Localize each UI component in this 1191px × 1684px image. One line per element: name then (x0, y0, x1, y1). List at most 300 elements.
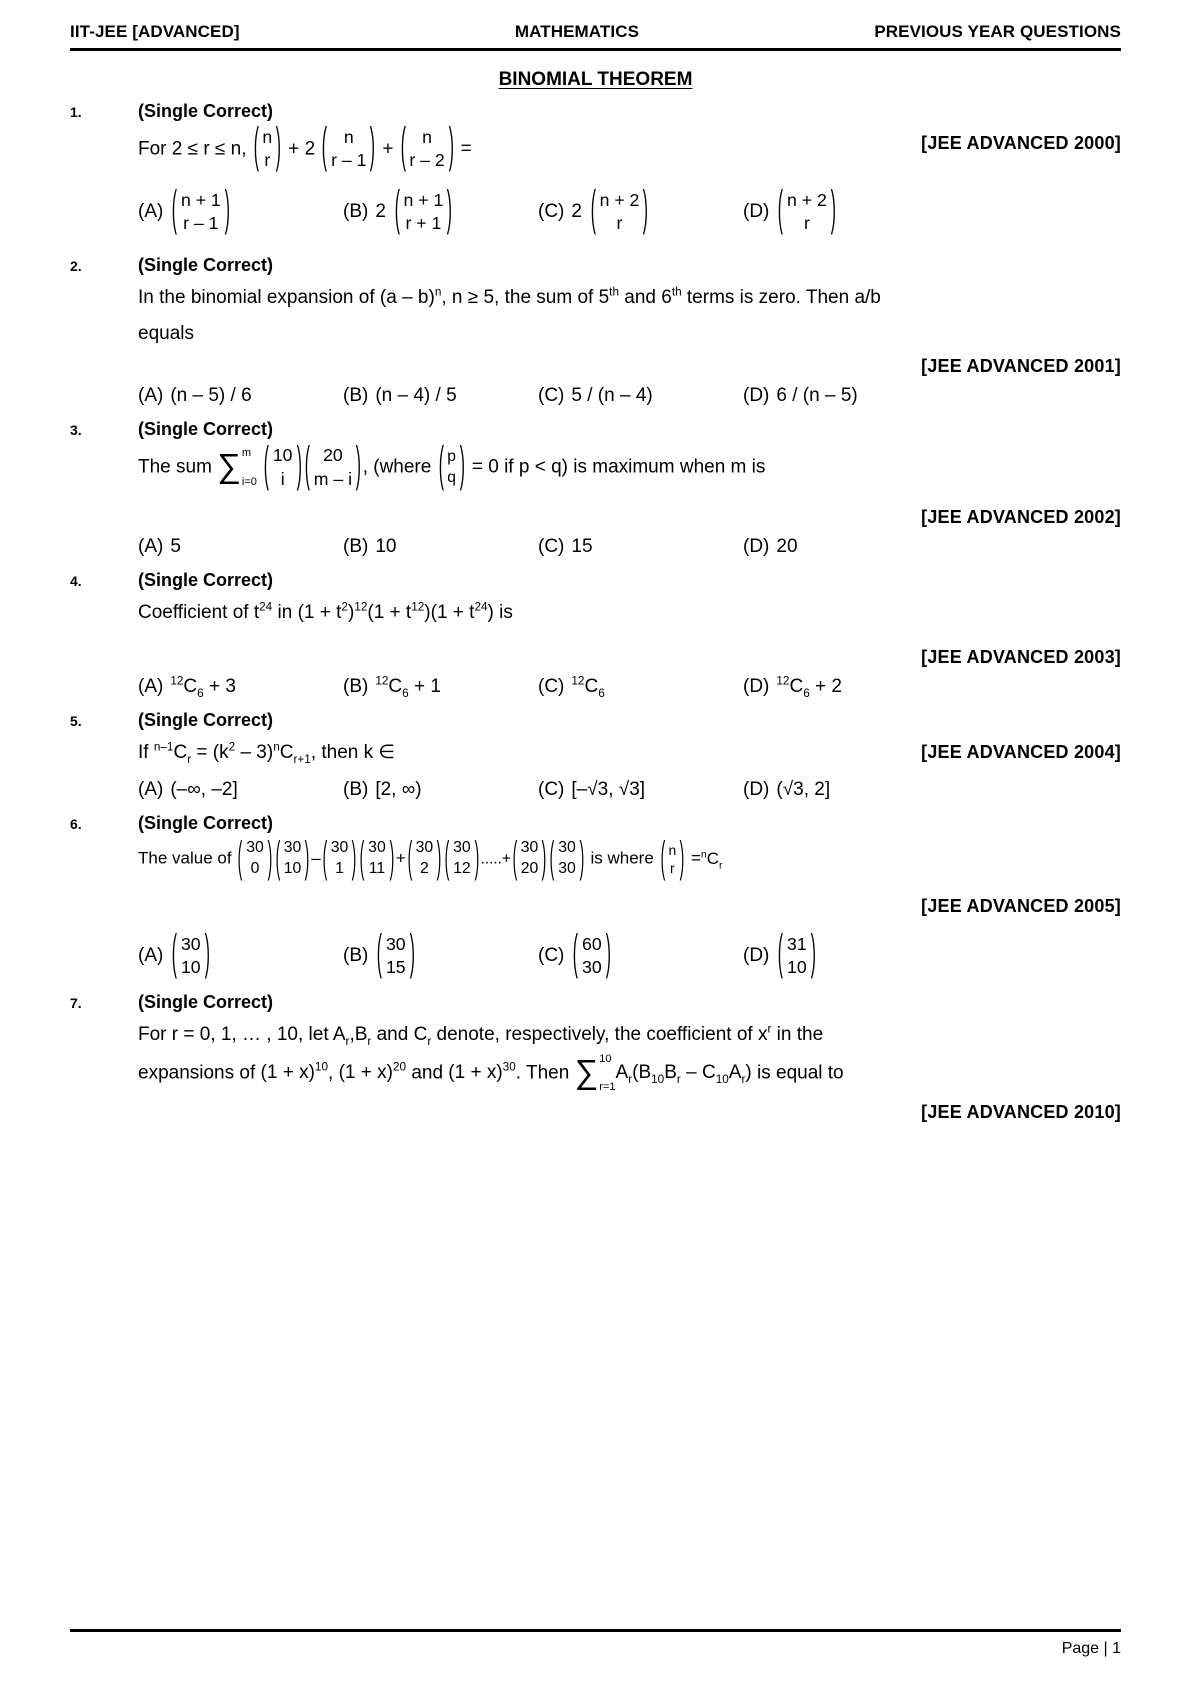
q2-condition: , n ≥ 5, (441, 287, 500, 309)
q2-text-b: the sum of 5 (504, 287, 610, 309)
summand-a: A (615, 1062, 629, 1084)
paren-left: ( (590, 182, 596, 237)
question-2-body (138, 276, 1121, 352)
paren-right: ) (267, 832, 273, 882)
paren-right: ) (605, 926, 611, 981)
expansion-exponent: 10 (314, 1061, 328, 1075)
question-5 (70, 710, 1121, 801)
combination-symbol: C (789, 676, 804, 698)
question-4-head (70, 570, 1121, 591)
option-a-value: (n – 5) / 6 (170, 385, 252, 407)
option-d[interactable] (743, 182, 837, 237)
option-a[interactable] (138, 536, 343, 558)
option-d[interactable] (743, 926, 817, 981)
binom-30-12 (444, 832, 479, 882)
binom-bottom: 10 (787, 957, 807, 978)
question-1-options (138, 182, 1121, 237)
combination-symbol: C (173, 742, 188, 764)
q7-expansion-2 (339, 1062, 406, 1083)
option-c-coefficient: 2 (571, 200, 582, 222)
binom-top: 31 (787, 933, 807, 954)
question-6-number: 6. (70, 816, 82, 833)
q7-coefficients (332, 1023, 372, 1048)
paren-right: ) (679, 832, 685, 882)
question-1 (70, 101, 1121, 235)
binom-n-r-definition (660, 832, 686, 882)
q7-then: . Then (515, 1062, 570, 1084)
q4-f2-exp: 12 (411, 600, 425, 614)
x-exponent: r (767, 1022, 772, 1036)
sum-lower-limit: i=0 (241, 475, 257, 488)
paren-right: ) (204, 926, 210, 981)
option-c-value (571, 676, 604, 698)
question-4-type: (Single Correct) (138, 570, 274, 591)
q5-text-b: , then k ∈ (310, 742, 395, 764)
q4-f1-close: ) (347, 602, 355, 624)
question-2 (70, 255, 1121, 407)
q4-f1-base: (1 + t (297, 602, 342, 624)
question-6-options (138, 926, 1121, 981)
coefficient-c: C (413, 1023, 428, 1045)
paren-right: ) (389, 832, 395, 882)
coefficient-a: A (332, 1023, 346, 1045)
binom-bottom: r (803, 212, 810, 233)
binom-30-30 (549, 832, 585, 882)
question-1-body (138, 119, 1121, 174)
binom-top: n + 1 (180, 189, 221, 210)
option-b-coefficient: 2 (375, 200, 386, 222)
q7-text-c: in the (776, 1023, 824, 1045)
option-a-label: (A) (138, 385, 164, 407)
binom-bottom: r (670, 860, 675, 877)
q2-ordinal-1: th (609, 285, 619, 299)
paren-right: ) (830, 182, 836, 237)
expansion-base: (1 + x) (448, 1062, 503, 1084)
paren-left: ( (253, 119, 259, 174)
option-d-label: (D) (743, 385, 770, 407)
option-d-binom (777, 926, 816, 981)
question-2-options (138, 385, 1121, 407)
binom-20-m-minus-i (304, 438, 362, 493)
paren-left: ( (573, 926, 579, 981)
paren-left: ( (172, 926, 178, 981)
option-a-value: (–∞, –2] (170, 779, 238, 801)
paren-left: ( (660, 832, 665, 882)
binom-top: n + 2 (787, 189, 827, 210)
option-c-value: 5 / (n – 4) (571, 385, 653, 407)
option-a[interactable] (138, 926, 343, 981)
q4-f2-base: (1 + t (367, 602, 412, 624)
q4-f1-exp: 12 (354, 600, 368, 614)
q4-f3-base: (1 + t (430, 602, 475, 624)
combination-upper-index: n (273, 740, 280, 754)
q6-plus-operator: + (395, 848, 406, 868)
question-4-body (138, 591, 1121, 631)
combination-upper-index: 12 (571, 674, 585, 688)
paren-left: ( (549, 832, 555, 882)
q4-f3-close: ) (487, 602, 494, 624)
binom-top: 30 (180, 933, 201, 954)
binom-bottom: 12 (453, 860, 471, 878)
paren-left: ( (263, 438, 270, 493)
option-c-label: (C) (538, 676, 565, 698)
coefficient-b: ,B (349, 1023, 368, 1045)
summand-close: ) (745, 1062, 752, 1084)
option-d-label: (D) (743, 676, 770, 698)
q3-text-c: = 0 if p < q) is maximum when m is (471, 456, 766, 478)
binom-top: n (343, 127, 354, 147)
option-a-label: (A) (138, 200, 164, 222)
question-6-type: (Single Correct) (138, 813, 274, 834)
q7-and-2: and (411, 1062, 444, 1084)
binom-top: p (447, 448, 456, 466)
q7-and-1: and (376, 1023, 409, 1045)
option-d[interactable] (743, 676, 842, 698)
binom-top: 20 (323, 445, 343, 466)
option-c[interactable] (538, 779, 743, 801)
paren-right: ) (296, 438, 302, 493)
q4-factor-1 (298, 602, 368, 623)
plus-operator-1: + (288, 138, 300, 160)
header-section-label: PREVIOUS YEAR QUESTIONS (874, 22, 1121, 41)
q4-f1-inner-exp: 2 (341, 600, 348, 614)
combination-lower-index: 6 (598, 686, 605, 700)
paren-left: ( (778, 926, 784, 981)
question-1-type: (Single Correct) (138, 101, 274, 121)
sigma-icon: ∑ (217, 448, 241, 486)
option-a-binom (171, 182, 230, 237)
question-6-body (138, 834, 1121, 880)
question-1-stem-prefix: For 2 ≤ r ≤ n, (138, 138, 247, 160)
option-b-binom (394, 182, 453, 237)
option-b[interactable] (343, 182, 538, 237)
question-7-head (70, 992, 1121, 1013)
paren-right: ) (541, 832, 547, 882)
q7-coefficient-c (413, 1023, 432, 1048)
binom-top: 30 (246, 839, 264, 857)
question-3 (70, 419, 1121, 558)
q2-expression-exponent: n (434, 285, 442, 299)
binom-30-0 (237, 832, 273, 882)
binom-bottom: 2 (419, 860, 429, 878)
option-d-label: (D) (743, 536, 770, 558)
paren-left: ( (322, 119, 328, 174)
q4-text-b: in (277, 602, 293, 624)
question-5-head (70, 710, 1121, 731)
binom-top: 30 (415, 839, 434, 857)
q5-equals-open: = (k (196, 742, 229, 764)
paren-right: ) (447, 182, 453, 237)
question-1-number: 1. (70, 104, 82, 120)
question-4-options (138, 676, 1121, 698)
q5-rhs (196, 740, 311, 766)
summand-br-sub: r (676, 1073, 681, 1087)
summand-b10-sub: 10 (651, 1073, 665, 1087)
summand-c10: – C (686, 1062, 716, 1084)
q3-text-b: , (where (362, 456, 432, 478)
question-6-head (70, 813, 1121, 834)
binom-top: 30 (558, 839, 576, 857)
option-d-value: 20 (776, 536, 798, 558)
equals-sign: = (460, 138, 472, 160)
binom-bottom: q (447, 468, 456, 486)
paren-left: ( (512, 832, 518, 882)
q5-k-exponent: 2 (228, 740, 236, 754)
binom-bottom: 1 (335, 860, 344, 878)
question-5-source: [JEE ADVANCED 2004] (921, 742, 1121, 763)
plus-operator-2: + (382, 138, 394, 160)
binom-bottom: 30 (582, 957, 602, 978)
sum-upper-limit: m (241, 447, 252, 460)
combination-lower-index: 6 (402, 686, 409, 700)
binom-30-10 (275, 832, 310, 882)
question-5-body (138, 731, 1121, 771)
option-b-value: [2, ∞) (375, 779, 422, 801)
paren-left: ( (377, 926, 383, 981)
binom-bottom: 15 (385, 957, 406, 978)
page-footer (70, 1629, 1121, 1658)
question-7-line-2: expansions of $(1 + x)^{10}$, $(1 + x)^{20}$ and $(1 + x)^{30}$. Then ∑ 10 r=1 $A_r(B_{10}B_r - C_{10}A_r)$ is equal to (138, 1052, 844, 1094)
combination-symbol: C (388, 676, 403, 698)
q4-text-a: Coefficient of (138, 602, 249, 624)
combination-upper-index: 12 (776, 674, 790, 688)
header-subject-label: MATHEMATICS (514, 22, 640, 41)
question-3-head (70, 419, 1121, 440)
question-6-source: [JEE ADVANCED 2005] (921, 895, 1121, 916)
q4-f2-close: ) (424, 602, 431, 624)
paren-right: ) (304, 832, 310, 882)
question-5-type: (Single Correct) (138, 710, 274, 731)
q6-text-a: The value of (138, 848, 232, 868)
option-d-value: (√3, 2] (776, 779, 831, 801)
summand-a-sub: r (628, 1073, 633, 1087)
question-7 (70, 992, 1121, 1123)
option-a-label: (A) (138, 779, 164, 801)
option-b[interactable] (343, 385, 538, 407)
question-3-body (138, 440, 1121, 491)
combination-symbol: C (279, 742, 294, 764)
option-c-binom (590, 182, 649, 237)
binom-bottom: r – 2 (409, 150, 445, 171)
paren-left: ( (400, 119, 406, 174)
combination-lower-index: r (187, 752, 192, 766)
q7-text-d: expansions of (138, 1062, 256, 1084)
sum-upper-limit: 10 (599, 1052, 612, 1065)
binom-bottom: 0 (250, 860, 260, 878)
q6-text-b: is where (590, 848, 654, 868)
paren-right: ) (448, 119, 454, 174)
expansion-base: (1 + x) (338, 1062, 393, 1084)
q2-expression-base: (a – b) (379, 287, 435, 309)
binom-top: 10 (272, 445, 293, 466)
binom-top: 30 (453, 839, 471, 857)
paren-left: ( (237, 832, 243, 882)
summand-ar-sub: r (741, 1073, 746, 1087)
binom-top: n (422, 127, 432, 147)
footer-divider (70, 1629, 1121, 1632)
expansion-exponent: 30 (502, 1061, 516, 1075)
option-a-value: 5 (170, 536, 181, 558)
binom-top: 30 (520, 839, 539, 857)
combination-lower-index: 6 (197, 686, 204, 700)
option-b-label: (B) (343, 536, 369, 558)
q5-lhs (153, 740, 192, 766)
paren-right: ) (355, 438, 361, 493)
option-b[interactable] (343, 536, 538, 558)
question-5-number: 5. (70, 713, 82, 730)
binom-top: 30 (385, 933, 406, 954)
question-2-line-1 (138, 280, 1121, 316)
q7-text-e: is equal to (757, 1062, 844, 1084)
summation-symbol (575, 1053, 616, 1094)
paren-left: ( (304, 438, 311, 493)
option-b-label: (B) (343, 676, 369, 698)
option-c-label: (C) (538, 779, 565, 801)
question-3-options (138, 536, 1121, 558)
paren-right: ) (370, 119, 376, 174)
option-d-label: (D) (743, 945, 770, 967)
sigma-icon: ∑ (574, 1054, 599, 1092)
binom-top: n + 1 (403, 189, 444, 210)
binom-bottom: 20 (520, 860, 539, 878)
q2-text-d: terms is zero. Then a/b (686, 287, 881, 309)
option-c[interactable] (538, 536, 743, 558)
binom-top: 60 (582, 933, 602, 954)
q7-expansion-1 (261, 1062, 328, 1083)
q4-factor-2 (367, 602, 430, 623)
option-a-label: (A) (138, 536, 164, 558)
paren-left: ( (444, 832, 450, 882)
summand-br: B (664, 1062, 677, 1084)
coefficient-c-sub: r (427, 1034, 432, 1048)
question-7-type: (Single Correct) (138, 991, 274, 1012)
binom-top: n (668, 841, 677, 858)
binom-30-20 (512, 832, 547, 882)
question-5-options (138, 779, 1121, 801)
option-d[interactable] (743, 779, 830, 801)
option-d-value: 6 / (n – 5) (776, 385, 858, 407)
binom-top: n + 2 (599, 189, 640, 210)
option-a[interactable] (138, 385, 343, 407)
q2-text-c: and 6 (624, 287, 672, 309)
q7-text-b: denote, respectively, the coefficient of (436, 1023, 753, 1045)
q4-term-exponent: 24 (259, 600, 273, 614)
binom-n-r-minus-2 (400, 119, 455, 174)
option-a[interactable] (138, 779, 343, 801)
sum-lower-limit: r=1 (599, 1081, 616, 1094)
summand-c10-sub: 10 (715, 1073, 729, 1087)
option-b-label: (B) (343, 779, 369, 801)
question-4-number: 4. (70, 573, 82, 590)
paren-left: ( (275, 832, 281, 882)
page-title: BINOMIAL THEOREM (498, 69, 693, 90)
option-d[interactable] (743, 536, 798, 558)
option-b-value (375, 676, 441, 698)
paren-left: ( (438, 438, 444, 493)
combination-upper-index: 12 (170, 674, 184, 688)
question-6 (70, 813, 1121, 979)
binom-bottom: 30 (558, 860, 576, 878)
coefficient-b-sub: r (367, 1034, 372, 1048)
binom-bottom: r + 1 (405, 212, 442, 233)
question-2-head (70, 255, 1121, 276)
binom-bottom: 11 (368, 860, 386, 878)
binom-top: 30 (368, 839, 386, 857)
paren-right: ) (436, 832, 442, 882)
question-1-source: [JEE ADVANCED 2000] (921, 133, 1121, 153)
binom-bottom: r – 1 (183, 212, 219, 233)
option-b-value: 10 (375, 536, 397, 558)
q5-text-a: If (138, 742, 149, 764)
option-c[interactable] (538, 926, 743, 981)
page-number: Page | 1 (1061, 1640, 1121, 1657)
option-a[interactable] (138, 182, 343, 237)
question-2-source: [JEE ADVANCED 2001] (921, 356, 1121, 377)
option-d[interactable] (743, 385, 858, 407)
binom-bottom: 10 (283, 860, 302, 878)
option-c-label: (C) (538, 945, 565, 967)
option-c[interactable] (538, 676, 743, 698)
combination-symbol: C (706, 848, 720, 868)
option-d-label: (D) (743, 779, 770, 801)
option-c-label: (C) (538, 200, 565, 222)
option-c[interactable] (538, 182, 743, 237)
coefficient-2: 2 (304, 138, 316, 160)
q6-equals: = (690, 848, 701, 868)
paren-right: ) (579, 832, 585, 882)
binom-30-2 (407, 832, 442, 882)
expansion-exponent: 20 (392, 1061, 407, 1075)
q4-factor-3 (431, 602, 494, 623)
summation-symbol (217, 447, 257, 488)
q4-text-c: is (499, 602, 513, 624)
option-d-binom (777, 182, 836, 237)
question-4 (70, 570, 1121, 698)
paren-right: ) (810, 926, 816, 981)
combination-addend: + 2 (809, 676, 842, 698)
binom-bottom: r (264, 150, 271, 171)
combination-addend: + 3 (203, 676, 236, 698)
question-2-line-2: equals (138, 323, 194, 345)
option-a-label: (A) (138, 676, 164, 698)
binom-top: 30 (283, 839, 302, 857)
combination-symbol: C (183, 676, 198, 698)
option-a-value (170, 676, 236, 698)
option-c[interactable] (538, 385, 743, 407)
binom-p-q (438, 438, 466, 493)
option-b[interactable] (343, 926, 538, 981)
paren-left: ( (394, 182, 400, 237)
summand-ar: A (728, 1062, 742, 1084)
option-b[interactable] (343, 779, 538, 801)
q7-summand (615, 1062, 752, 1087)
question-3-source: [JEE ADVANCED 2002] (921, 507, 1121, 528)
question-4-source: [JEE ADVANCED 2003] (921, 647, 1121, 668)
q7-expansion-3 (448, 1062, 515, 1083)
option-d-label: (D) (743, 200, 770, 222)
q6-ellipsis: .....+ (480, 850, 511, 868)
paren-right: ) (459, 438, 465, 493)
option-c-binom (572, 926, 611, 981)
option-b[interactable] (343, 676, 538, 698)
question-3-number: 3. (70, 422, 82, 439)
option-a[interactable] (138, 676, 343, 698)
question-2-number: 2. (70, 258, 82, 275)
summand-b10: (B (632, 1062, 652, 1084)
header-divider (70, 48, 1121, 51)
binom-10-i (263, 438, 302, 493)
option-c-label: (C) (538, 536, 565, 558)
